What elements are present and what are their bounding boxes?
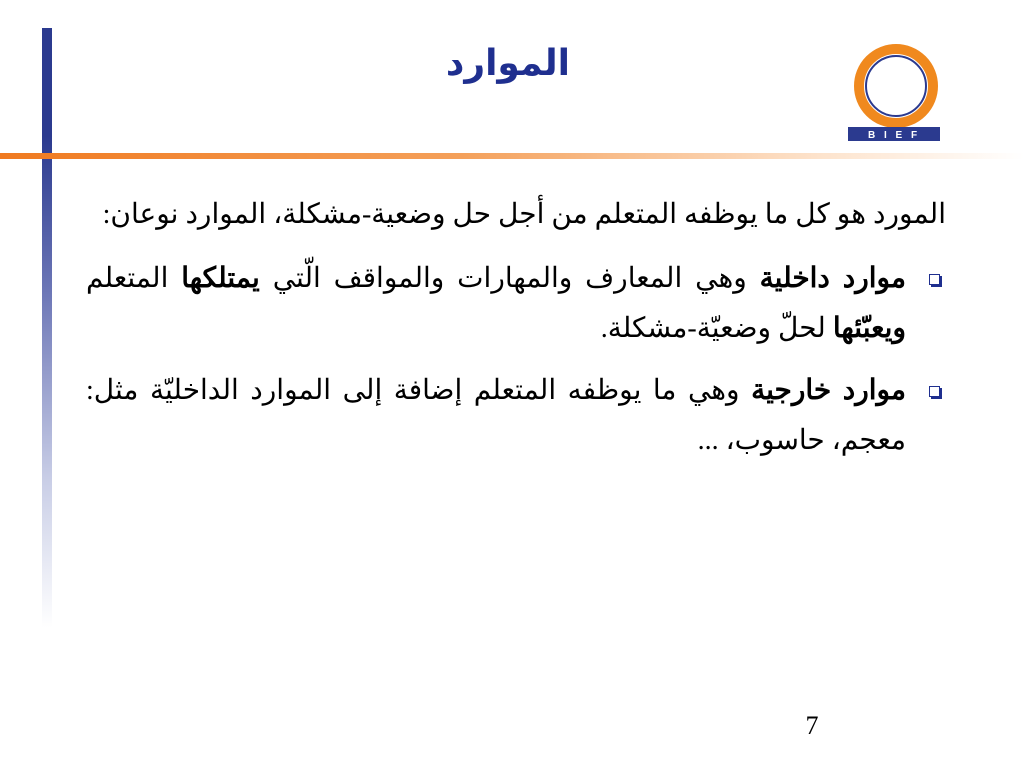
slide-body: [86, 190, 946, 478]
logo-text: B I E F: [867, 130, 921, 141]
bullet-text: وهي ما يوظفه المتعلم إضافة إلى الموارد الداخليّة مثل: معجم، حاسوب، ...: [86, 375, 906, 456]
bullet-internal-resources: [86, 254, 946, 354]
bullet-text: وهي المعارف والمهارات والمواقف الّتي: [259, 263, 760, 294]
page-number: 7: [805, 711, 819, 740]
bullet-term: موارد داخلية: [759, 263, 906, 294]
bullet-external-resources: [86, 366, 946, 466]
bullet-term: موارد خارجية: [751, 375, 906, 406]
bief-logo: [846, 38, 944, 146]
bullet-bold-word: يمتلكها: [181, 263, 260, 294]
square-bullet-icon: [929, 274, 940, 285]
header-divider: [0, 153, 1024, 159]
slide-title: الموارد: [445, 42, 570, 83]
bullet-text: لحلّ وضعيّة-مشكلة.: [600, 313, 833, 344]
left-accent-bar: [42, 28, 52, 628]
bullet-text: المتعلم: [86, 263, 182, 294]
square-bullet-icon: [929, 386, 940, 397]
bullet-bold-word: ويعبّئها: [832, 313, 906, 344]
intro-paragraph: المورد هو كل ما يوظفه المتعلم من أجل حل وضعية-مشكلة، الموارد نوعان:: [102, 199, 946, 230]
